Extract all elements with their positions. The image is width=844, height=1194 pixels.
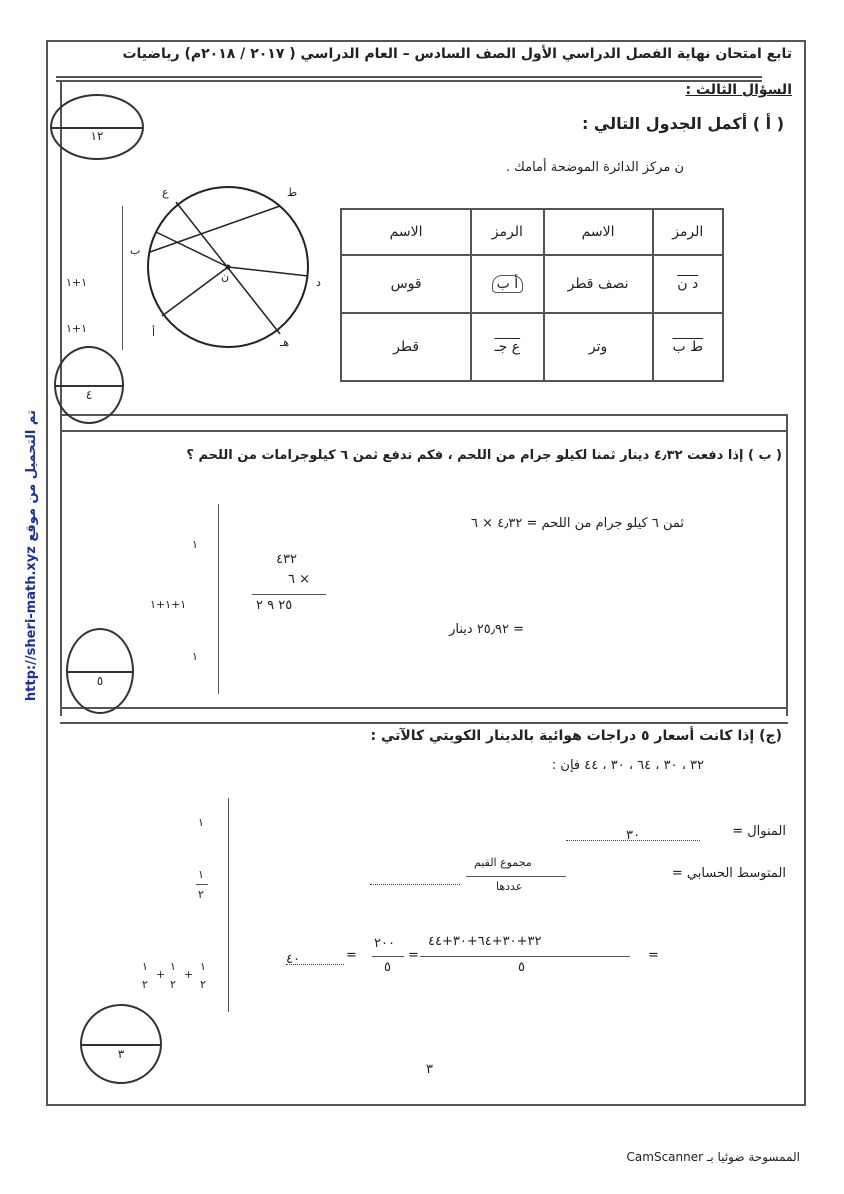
- mean-fraction-bar: [466, 876, 566, 877]
- part-c-mark-2: ١: [198, 868, 204, 881]
- symbols-table: [340, 208, 724, 382]
- table-cell: ط ب: [653, 313, 723, 381]
- part-b-line1: ثمن ٦ كيلو جرام من اللحم = ٤٫٣٢ × ٦: [471, 516, 684, 531]
- equals-sign-2: =: [408, 948, 419, 963]
- table-row: [341, 255, 723, 313]
- circle-label-g: هـ: [280, 336, 290, 349]
- table-cell: قوس: [341, 255, 471, 313]
- table-header: الرمز: [471, 209, 543, 255]
- frac-mark-n2: ١: [170, 960, 176, 973]
- plus-sign-2: +: [184, 968, 194, 981]
- table-cell: ع جـ: [471, 313, 543, 381]
- inner-right-border: [786, 414, 788, 716]
- exam-header-title: تابع امتحان نهاية الفصل الدراسي الأول الصف السادس – العام الدراسي ( ٢٠١٧ / ٢٠١٨م) رياضيات: [122, 46, 792, 62]
- table-header: الاسم: [544, 209, 653, 255]
- part-b-answer: = ٢٥٫٩٢ دينار: [449, 622, 524, 637]
- circle-diagram: [128, 178, 338, 350]
- part-b-mark-1: ١: [192, 538, 198, 551]
- part-c-mark-2-den: ٢: [198, 888, 204, 901]
- circle-label-f: أ: [152, 326, 156, 339]
- part-c-marks-divider: [228, 798, 229, 1012]
- sum-denominator: ٥: [518, 960, 525, 975]
- equals-sign-1: =: [648, 948, 659, 963]
- part-a-label: ( أ ) أكمل الجدول التالي :: [581, 114, 784, 133]
- sum-expression: ٣٢+٣٠+٦٤+٣٠+٤٤: [428, 934, 542, 949]
- header-underline: [56, 76, 762, 78]
- circle-label-e: د: [316, 276, 321, 289]
- part-a-mark-1: ١+١: [66, 276, 88, 289]
- table-header-row: [341, 209, 723, 255]
- camscanner-footer: الممسوحة ضوئيا بـ CamScanner: [626, 1150, 800, 1164]
- part-c-label: (ج) إذا كانت أسعار ٥ دراجات هوائية بالدينار الكويتي كالآتي :: [370, 728, 782, 744]
- part-b-score-oval: [66, 628, 134, 714]
- divider-b-c-2: [60, 722, 788, 724]
- circle-label-d: ن: [221, 270, 230, 283]
- table-row: [341, 313, 723, 381]
- table-header: الرمز: [653, 209, 723, 255]
- mean-label: المتوسط الحسابي =: [671, 866, 786, 881]
- circle-label-b: ط: [287, 186, 298, 199]
- mean-dotted-line: [370, 874, 460, 885]
- part-a-score-oval: [54, 346, 124, 424]
- total-denominator: ٥: [384, 960, 391, 975]
- part-a-score: ٤: [85, 387, 93, 402]
- divider-a-b: [60, 414, 788, 416]
- frac-mark-d3: ٢: [200, 978, 206, 991]
- part-c-score: ٣: [117, 1047, 125, 1062]
- equals-sign-3: =: [346, 948, 357, 963]
- mode-answer-line: [566, 824, 700, 841]
- question3-label: السؤال الثالث :: [685, 82, 792, 98]
- frac-mark-n1: ١: [142, 960, 148, 973]
- calc-top: ٤٣٢: [276, 552, 297, 567]
- circle-label-a: ع: [162, 186, 169, 199]
- frac-mark-d1: ٢: [142, 978, 148, 991]
- circle-label-c: ب: [130, 244, 141, 257]
- table-cell: نصف قطر: [544, 255, 653, 313]
- frac-mark-n3: ١: [200, 960, 206, 973]
- part-b-score: ٥: [96, 674, 104, 689]
- part-a-mark-2: ١+١: [66, 322, 88, 335]
- part-a-total-score-oval: [50, 94, 144, 160]
- table-cell: قطر: [341, 313, 471, 381]
- sum-fraction-bar: [420, 956, 630, 957]
- part-a-subtitle: ن مركز الدائرة الموضحة أمامك .: [505, 160, 684, 175]
- mean-result: ٤٠: [286, 952, 300, 967]
- mode-value: ٣٠: [626, 828, 640, 843]
- table-header: الاسم: [341, 209, 471, 255]
- part-c-mark-1: ١: [198, 816, 204, 829]
- part-b-mark-3: ١: [192, 650, 198, 663]
- table-cell: وتر: [544, 313, 653, 381]
- part-c-score-oval: [80, 1004, 162, 1084]
- divider-a-b-2: [60, 430, 788, 432]
- total-fraction-bar: [372, 956, 404, 957]
- part-b-mark-2: ١+١+١: [150, 598, 187, 611]
- plus-sign-1: +: [156, 968, 166, 981]
- calc-line: [252, 594, 326, 595]
- table-cell: [471, 255, 543, 313]
- header-underline-2: [56, 80, 762, 82]
- frac-mark-d2: ٢: [170, 978, 176, 991]
- total-numerator: ٢٠٠: [374, 936, 395, 951]
- part-c-mark-2-bar: [196, 884, 208, 885]
- page-number: ٣: [426, 1062, 433, 1077]
- mean-fraction-denominator: عددها: [496, 880, 523, 893]
- mode-label: المنوال =: [732, 824, 786, 839]
- part-a-marks-divider: [122, 206, 123, 350]
- mean-fraction-numerator: مجموع القيم: [474, 856, 532, 869]
- table-cell: د ن: [653, 255, 723, 313]
- part-b-label: ( ب ) إذا دفعت ٤٫٣٢ دينار ثمنا لكيلو جرام من اللحم ، فكم تدفع ثمن ٦ كيلوجرامات من اللحم ؟: [186, 448, 782, 463]
- side-watermark: http://sheri-math.xyz تم التحميل من موقع: [24, 410, 39, 702]
- calc-result: ٢٥ ٩ ٢: [256, 598, 293, 613]
- part-a-total-score: ١٢: [90, 129, 104, 144]
- divider-b-c: [60, 707, 788, 709]
- part-b-marks-divider: [218, 504, 219, 694]
- arc-symbol: أ ب: [492, 275, 524, 293]
- result-dotted-line: [286, 948, 344, 965]
- part-c-values: ٣٢ ، ٣٠ ، ٦٤ ، ٣٠ ، ٤٤ فإن :: [551, 758, 704, 773]
- calc-mult: ٦ ×: [288, 572, 311, 587]
